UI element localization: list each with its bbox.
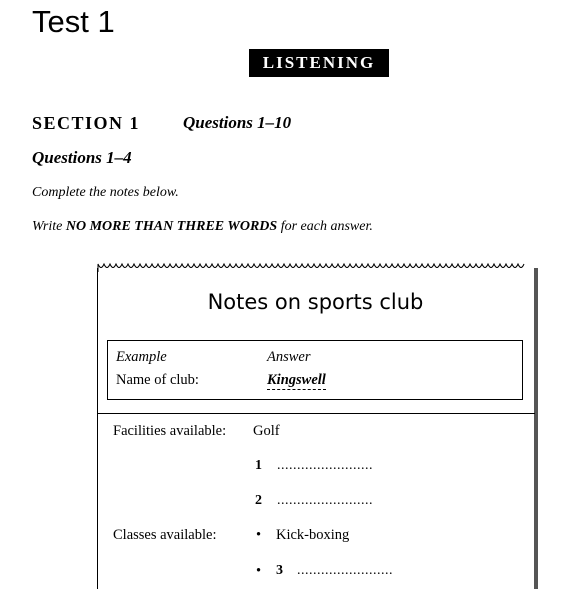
section-label: SECTION 1 — [32, 113, 141, 133]
question-3-number: 3 — [276, 563, 283, 578]
instruction-word-limit-pre: Write — [32, 219, 66, 234]
facilities-label: Facilities available: — [113, 423, 227, 439]
question-1-number: 1 — [255, 458, 262, 473]
question-2-number: 2 — [255, 493, 262, 508]
question-2-blank[interactable]: ........................ — [277, 493, 373, 508]
question-1-blank[interactable]: ........................ — [277, 458, 373, 473]
questions-subheading: Questions 1–4 — [32, 148, 132, 167]
instruction-word-limit-bold: NO MORE THAN THREE WORDS — [65, 219, 278, 234]
example-field: Name of club: — [116, 372, 199, 388]
section-questions: Questions 1–10 — [183, 113, 292, 132]
notes-border-right — [534, 268, 538, 589]
class-kick-boxing: Kick-boxing — [276, 527, 350, 543]
notes-title: Notes on sports club — [207, 290, 424, 314]
example-label: Example — [116, 349, 167, 365]
classes-label: Classes available: — [113, 527, 217, 543]
example-answer: Kingswell — [267, 372, 326, 388]
question-3-blank[interactable]: ........................ — [297, 563, 393, 578]
answer-label: Answer — [267, 349, 311, 365]
instruction-complete: Complete the notes below. — [32, 185, 179, 200]
example-answer-wrap — [267, 372, 326, 389]
notes-divider — [97, 413, 535, 414]
test-title: Test 1 — [32, 4, 115, 39]
bullet-2: • — [256, 563, 262, 579]
example-box — [107, 340, 523, 400]
instruction-word-limit-post: for each answer. — [277, 219, 373, 234]
instruction-word-limit — [32, 219, 373, 235]
listening-banner: LISTENING — [249, 49, 389, 77]
notes-border-left — [97, 268, 98, 589]
facility-golf: Golf — [253, 423, 280, 439]
bullet-1: • — [256, 527, 262, 543]
torn-paper-edge — [97, 260, 538, 274]
